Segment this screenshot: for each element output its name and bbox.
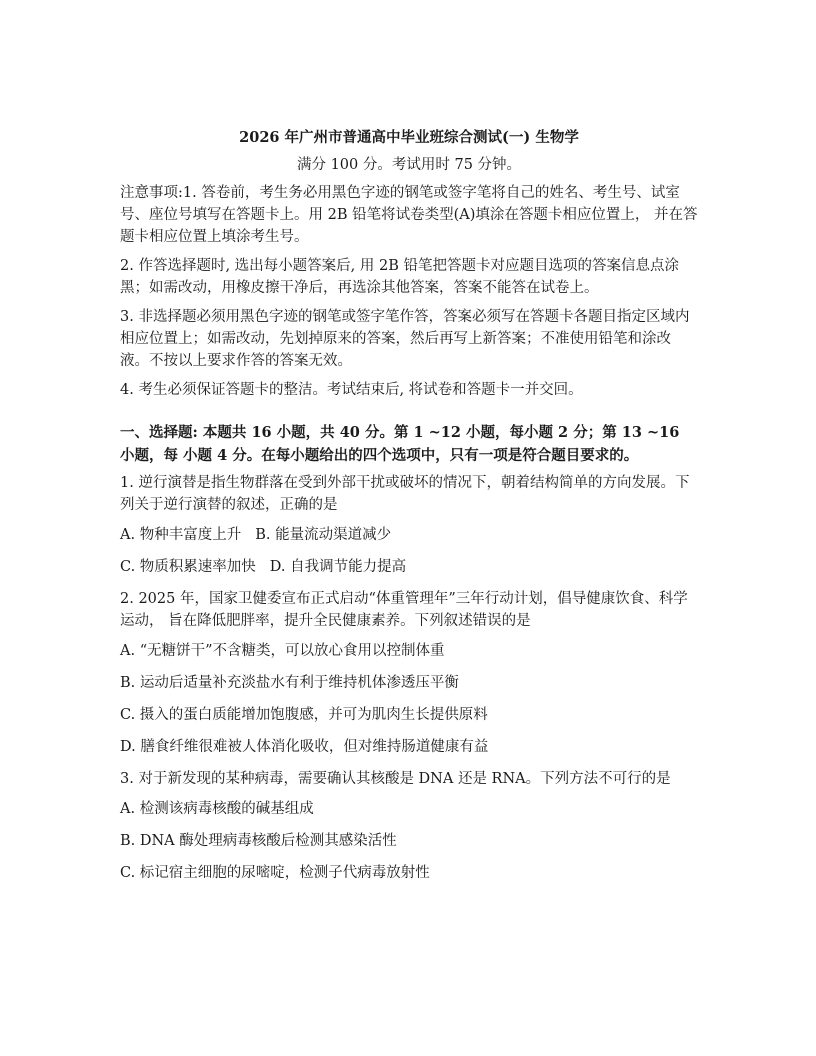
note-4: 4. 考生必须保证答题卡的整洁。考试结束后, 将试卷和答题卡一并交回。	[120, 382, 583, 398]
note-1: 注意事项:1. 答卷前，考生务必用黑色字迹的钢笔或签字笔将自己的姓名、考生号、试室号、座位号填写在答题卡上。用 2B 铅笔将试卷类型(A)填涂在答题卡相应位置上， 并在答题卡相应位置上填涂考生号。	[120, 185, 698, 245]
question-1-options-cd	[120, 556, 698, 578]
question-2-stem: 2. 2025 年，国家卫健委宣布正式启动“体重管理年”三年行动计划，倡导健康饮食、科学运动， 旨在降低肥胖率，提升全民健康素养。下列叙述错误的是	[120, 591, 688, 629]
question-2-option-c: C. 摄入的蛋白质能增加饱腹感，并可为肌肉生长提供原料	[120, 707, 488, 723]
question-1-options-ab	[120, 524, 698, 546]
question-2-option-a: A. “无糖饼干”不含糖类，可以放心食用以控制体重	[120, 643, 445, 659]
question-3-stem: 3. 对于新发现的某种病毒，需要确认其核酸是 DNA 还是 RNA。下列方法不可行的是	[120, 771, 671, 787]
question-2-option-d: D. 膳食纤维很难被人体消化吸收，但对维持肠道健康有益	[120, 739, 489, 755]
question-1-option-c: C. 物质积累速率加快	[120, 559, 256, 575]
question-3-option-a: A. 检测该病毒核酸的碱基组成	[120, 801, 314, 817]
exam-title: 2026 年广州市普通高中毕业班综合测试(一) 生物学	[239, 129, 579, 146]
section-heading: 一、选择题: 本题共 16 小题，共 40 分。第 1 ~12 小题，每小题 2 分；第 13 ~16 小题，每 小题 4 分。在每小题给出的四个选项中，只有一项是符合题目要求的。	[120, 424, 680, 464]
note-2: 2. 作答选择题时, 选出每小题答案后, 用 2B 铅笔把答题卡对应题目选项的答案信息点涂黑；如需改动，用橡皮擦干净后，再选涂其他答案，答案不能答在试卷上。	[120, 258, 679, 296]
question-1-stem: 1. 逆行演替是指生物群落在受到外部干扰或破坏的情况下，朝着结构简单的方向发展。下列关于逆行演替的叙述，正确的是	[120, 475, 690, 513]
question-1-option-d: D. 自我调节能力提高	[269, 559, 407, 575]
page-content	[120, 128, 698, 894]
question-1-option-a: A. 物种丰富度上升	[120, 527, 242, 543]
question-2-option-b: B. 运动后适量补充淡盐水有利于维持机体渗透压平衡	[120, 675, 459, 691]
exam-subtitle: 满分 100 分。考试用时 75 分钟。	[296, 157, 522, 173]
question-3-option-b: B. DNA 酶处理病毒核酸后检测其感染活性	[120, 833, 397, 849]
question-3-option-c: C. 标记宿主细胞的尿嘧啶，检测子代病毒放射性	[120, 865, 430, 881]
question-1-option-b: B. 能量流动渠道减少	[255, 527, 392, 543]
note-3: 3. 非选择题必须用黑色字迹的钢笔或签字笔作答，答案必须写在答题卡各题目指定区域内相应位置上；如需改动，先划掉原来的答案，然后再写上新答案；不准使用铅笔和涂改液。不按以上要求作答的答案无效。	[120, 309, 690, 369]
